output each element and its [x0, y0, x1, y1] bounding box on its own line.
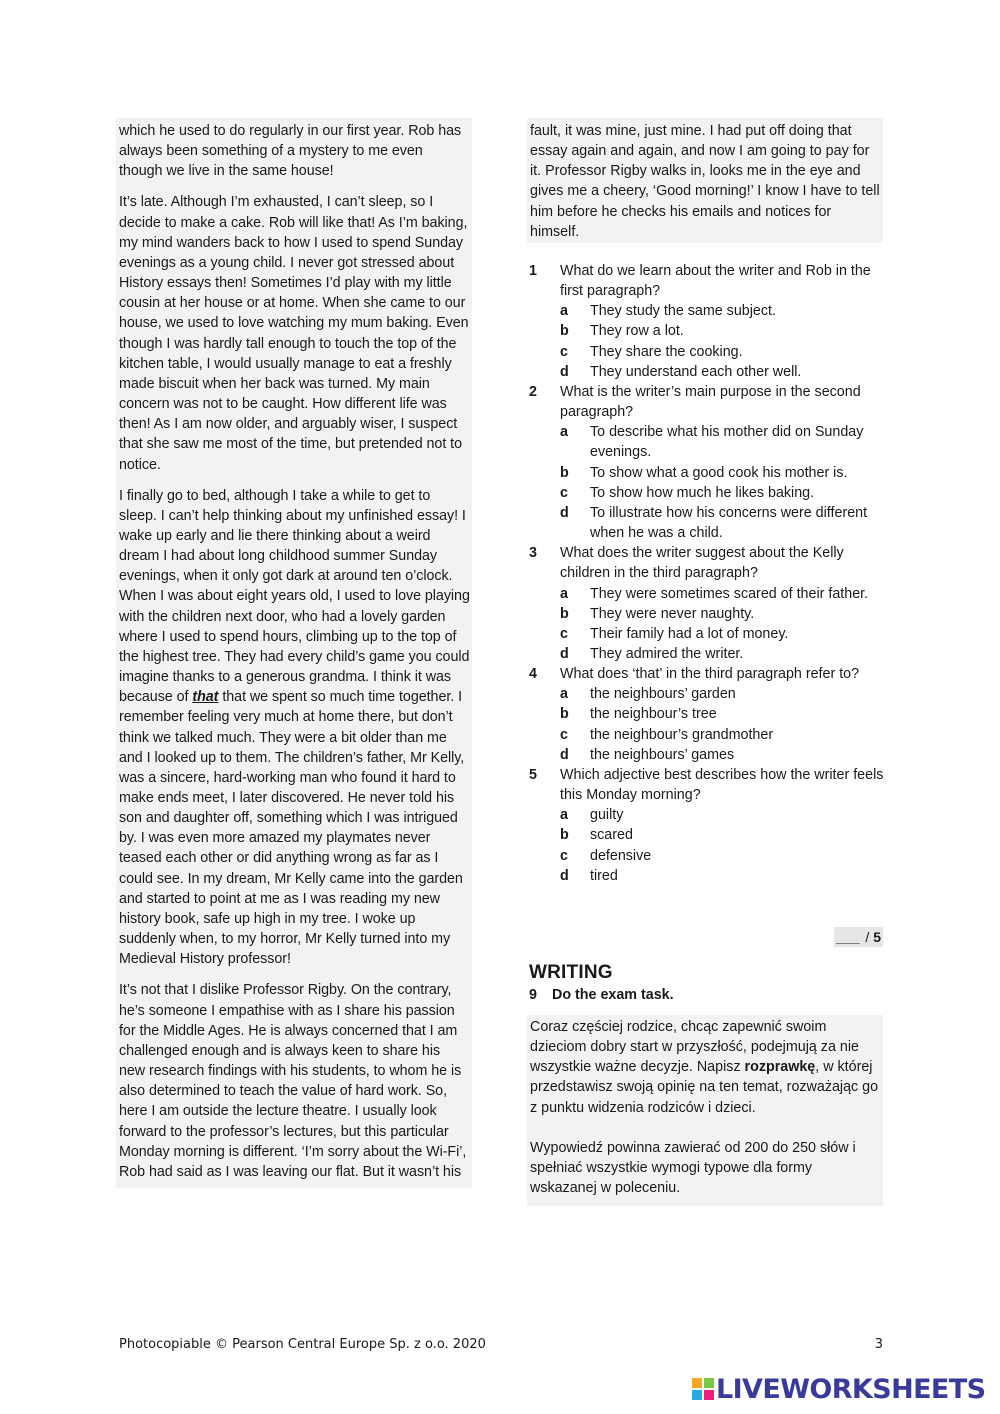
- emphasized-word-that: that: [192, 689, 219, 706]
- answer-option-5d[interactable]: [560, 866, 885, 886]
- reading-paragraph-3: [116, 486, 472, 970]
- option-text: Their family had a lot of money.: [590, 625, 789, 642]
- question-text: What does the writer suggest about the Kelly children in the third paragraph?: [560, 545, 844, 582]
- liveworksheets-logo-text: LIVEWORKSHEETS: [716, 1373, 986, 1405]
- question-number: 1: [529, 263, 537, 279]
- answer-option-5c[interactable]: [560, 846, 885, 866]
- footer: [119, 1337, 883, 1352]
- option-text: the neighbour’s tree: [590, 706, 717, 723]
- reading-paragraph-5: fault, it was mine, just mine. I had put off doing that essay again and again, and now I am going to pay for it. Professor Rigby walks in, looks me in the eye and gives me a cheery, ‘Good morning!’ I know I have to tell him before he checks his emails and notices for himself.: [530, 123, 880, 240]
- question-3: [529, 543, 885, 664]
- answer-option-3c[interactable]: [560, 624, 885, 644]
- option-letter: a: [560, 807, 568, 824]
- option-letter: d: [560, 746, 569, 763]
- prompt-before: Coraz częściej rodzice, chcąc zapewnić swoim dzieciom dobry start w przyszłość, podejmują za nie wszystkie ważne decyzje. Napisz: [530, 1019, 859, 1076]
- answer-option-3a[interactable]: [560, 584, 885, 604]
- option-text: the neighbour’s grandmother: [590, 726, 774, 743]
- paragraph-3-before: I finally go to bed, although I take a while to get to sleep. I can’t help thinking about my unfinished essay! I wake up early and lie there thinking about a weird dream I had about long childhood summer Sunday evenings, when it only got dark at around ten o’clock. When I was about eight years old, I used to love playing with the children next door, who had a lovely garden where I used to spend hours, climbing up to the top of the highest tree. They had every child’s game you could imagine thanks to a generous grandma. I think it was because of: [119, 487, 470, 706]
- score-box: [834, 927, 883, 947]
- paragraph-3-after: that we spent so much time together. I remember feeling very much at home there, but don’t think we talked much. They were a bit older than me and I looked up to them. The children’s father, Mr Kelly, was a sincere, hard-working man who found it hard to make ends meet, I later discovered. He never told his son and daughter off, something which I was intrigued by. I was even more amazed my playmates never teased each other or did anything wrong as far as I could see. In my dream, Mr Kelly came into the garden and started to point at me as I was reading my new history book, safe up high in my tree. I woke up suddenly when, to my horror, Mr Kelly turned into my Medieval History professor!: [119, 689, 465, 968]
- question-text: What does ‘that’ in the third paragraph refer to?: [560, 666, 860, 683]
- liveworksheets-logo: [692, 1373, 985, 1405]
- reading-paragraph-1: which he used to do regularly in our first year. Rob has always been something of a mystery to me even though we live in the same house!: [119, 123, 462, 180]
- question-list: [529, 261, 885, 886]
- answer-option-1c[interactable]: [560, 342, 885, 362]
- question-text: What is the writer’s main purpose in the second paragraph?: [560, 383, 861, 421]
- option-text: the neighbours’ games: [590, 746, 735, 763]
- task-text: Do the exam task.: [552, 987, 674, 1003]
- writing-task-instruction: [529, 987, 674, 1003]
- prompt-after: , w której przedstawisz swoją opinię na ten temat, rozważając go z punktu widzenia rodziców i dzieci.: [530, 1059, 879, 1116]
- option-text: They understand each other well.: [590, 363, 802, 380]
- question-number: 4: [529, 666, 537, 683]
- answer-option-1b[interactable]: [560, 321, 885, 341]
- reading-text-left-column: [116, 118, 472, 1188]
- option-text: They were sometimes scared of their father.: [590, 585, 869, 602]
- question-number: 5: [529, 766, 537, 783]
- score-total: 5: [873, 929, 881, 945]
- answer-option-4b[interactable]: [560, 704, 885, 724]
- option-letter: b: [560, 706, 569, 723]
- option-letter: d: [560, 867, 569, 884]
- answer-option-2d[interactable]: [560, 503, 885, 543]
- option-text: They row a lot.: [590, 323, 684, 340]
- answer-option-5b[interactable]: [560, 825, 885, 845]
- writing-requirements: Wypowiedź powinna zawierać od 200 do 250 słów i spełniać wszystkie wymogi typowe dla formy wskazanej w poleceniu.: [530, 1139, 856, 1197]
- option-text: guilty: [590, 807, 624, 824]
- option-text: scared: [590, 827, 633, 844]
- answer-option-4c[interactable]: [560, 725, 885, 745]
- writing-section-title: WRITING: [529, 962, 613, 983]
- option-text: To show how much he likes baking.: [590, 484, 815, 501]
- page-number: 3: [874, 1337, 883, 1352]
- answer-option-3b[interactable]: [560, 604, 885, 624]
- option-text: They share the cooking.: [590, 343, 743, 360]
- option-letter: b: [560, 605, 569, 622]
- option-letter: b: [560, 464, 569, 481]
- task-number: 9: [529, 987, 537, 1003]
- copyright-notice: Photocopiable © Pearson Central Europe Sp. z o.o. 2020: [119, 1337, 486, 1352]
- answer-option-1d[interactable]: [560, 362, 885, 382]
- option-letter: d: [560, 363, 569, 380]
- option-letter: d: [560, 645, 569, 662]
- option-text: To describe what his mother did on Sunday evenings.: [590, 424, 864, 461]
- option-letter: b: [560, 827, 569, 844]
- score-blank: ___: [836, 929, 860, 945]
- score-separator: /: [861, 929, 874, 945]
- reading-paragraph-4: It’s not that I dislike Professor Rigby. On the contrary, he’s someone I empathise with as I share his passion for the Middle Ages. He is always concerned that I am challenged enough and is always keen to share his new research findings with his students, to whom he is also determined to teach the value of hard work. So, here I am outside the lecture theatre. I usually look forward to the professor’s lectures, but this particular Monday morning is different. ‘I’m sorry about the Wi-Fi’, Rob had said as I was leaving our flat. But it wasn’t his: [119, 982, 467, 1180]
- option-letter: c: [560, 625, 568, 642]
- option-letter: a: [560, 686, 568, 703]
- reading-paragraph-2: It’s late. Although I’m exhausted, I can’t sleep, so I decide to make a cake. Rob will like that! As I’m baking, my mind wanders back to how I used to spend Sunday evenings as a young child. I never got stressed about History essays then! Sometimes I’d play with my little cousin at her house or at home. When she came to our house, we used to love watching my mum baking. Even though I was hardly tall enough to touch the top of the kitchen table, I would usually manage to eat a freshly made biscuit when her back was turned. My main concern was not to be caught. How different life was then! As I am now older, and arguably wiser, I suspect that she saw me most of the time, but pretended not to notice.: [119, 194, 469, 473]
- answer-option-3d[interactable]: [560, 644, 885, 664]
- question-5: [529, 765, 885, 886]
- liveworksheets-logo-icon: [692, 1378, 714, 1400]
- option-letter: d: [560, 504, 569, 521]
- reading-text-right-column: [527, 118, 883, 243]
- answer-option-2c[interactable]: [560, 483, 885, 503]
- writing-task-box: [527, 1015, 883, 1206]
- question-1: [529, 261, 885, 382]
- answer-option-4d[interactable]: [560, 745, 885, 765]
- option-text: They study the same subject.: [590, 303, 776, 320]
- option-letter: b: [560, 323, 569, 340]
- option-text: They were never naughty.: [590, 605, 755, 622]
- prompt-bold-word: rozprawkę: [744, 1059, 816, 1076]
- option-text: They admired the writer.: [590, 645, 744, 662]
- option-text: To illustrate how his concerns were different when he was a child.: [590, 504, 868, 542]
- question-4: [529, 664, 885, 765]
- answer-option-2b[interactable]: [560, 463, 885, 483]
- writing-prompt: [527, 1017, 883, 1118]
- question-number: 3: [529, 545, 537, 562]
- option-text: defensive: [590, 847, 652, 864]
- question-text: What do we learn about the writer and Rob in the first paragraph?: [560, 263, 871, 300]
- option-letter: c: [560, 484, 568, 501]
- option-text: tired: [590, 867, 618, 884]
- option-letter: c: [560, 343, 568, 360]
- question-text: Which adjective best describes how the writer feels this Monday morning?: [560, 766, 884, 804]
- option-text: the neighbours’ garden: [590, 686, 736, 703]
- option-letter: a: [560, 585, 568, 602]
- option-letter: c: [560, 847, 568, 864]
- question-number: 2: [529, 383, 537, 400]
- question-2: [529, 382, 885, 543]
- answer-option-5a[interactable]: [560, 805, 885, 825]
- option-text: To show what a good cook his mother is.: [590, 464, 848, 481]
- option-letter: a: [560, 424, 568, 441]
- answer-option-1a[interactable]: [560, 301, 885, 321]
- answer-option-2a[interactable]: [560, 422, 885, 462]
- option-letter: a: [560, 303, 568, 320]
- option-letter: c: [560, 726, 568, 743]
- answer-option-4a[interactable]: [560, 684, 885, 704]
